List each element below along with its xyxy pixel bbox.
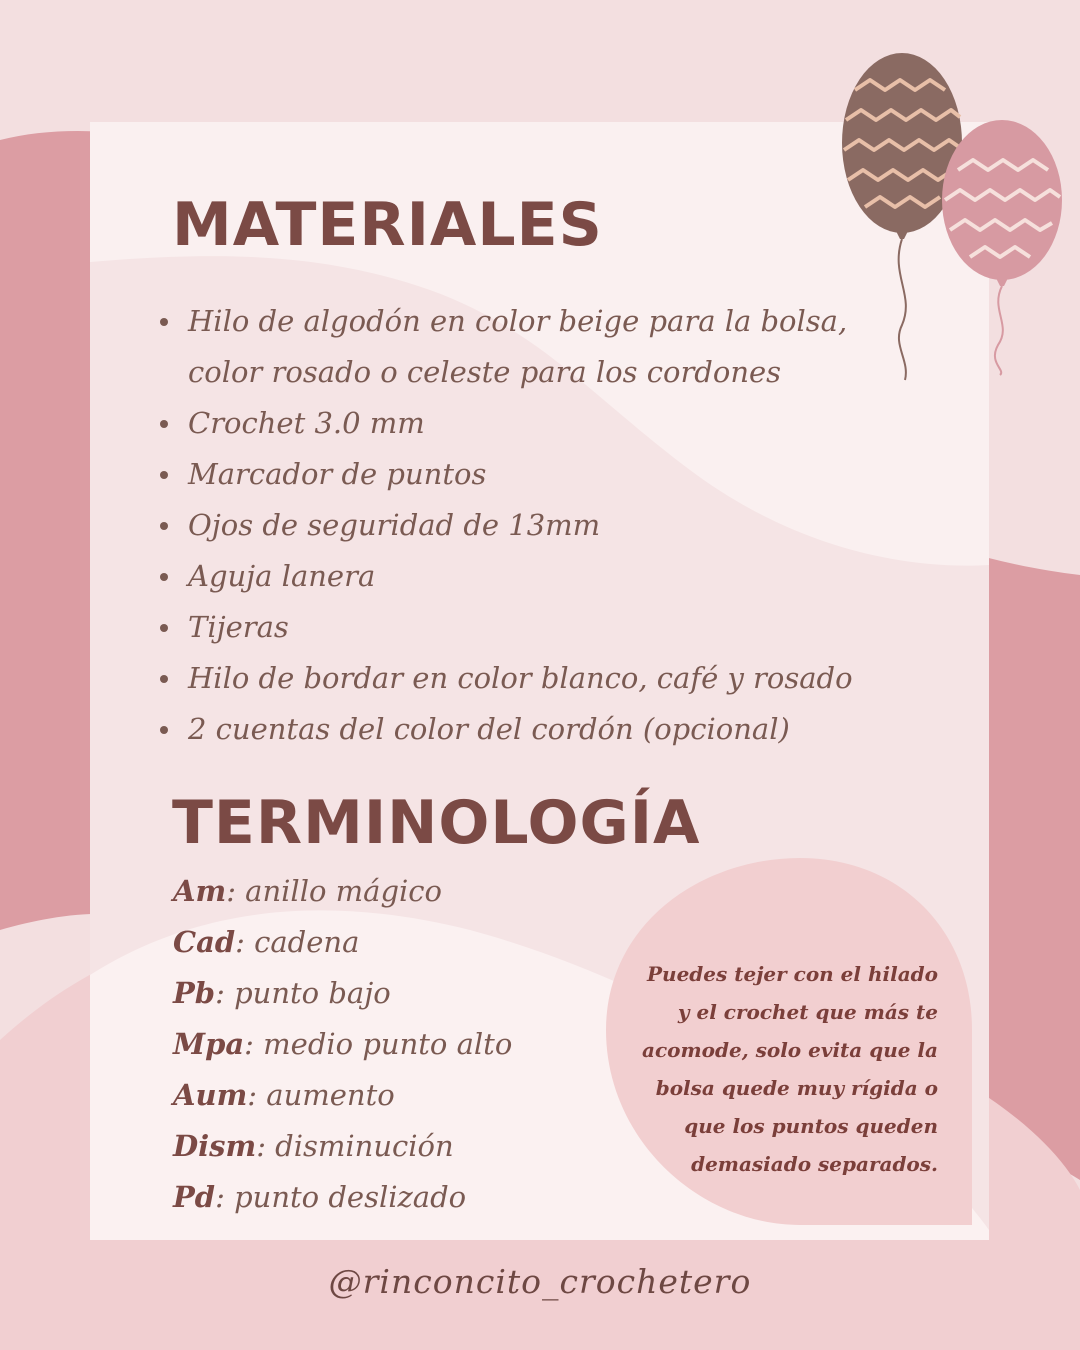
term-row — [173, 968, 613, 1019]
term-separator: : — [215, 1180, 225, 1214]
terminology-title: TERMINOLOGÍA — [172, 788, 701, 858]
term-separator: : — [244, 1027, 254, 1061]
term-key: Mpa — [173, 1027, 245, 1061]
materials-list — [160, 296, 900, 755]
list-item: Ojos de seguridad de 13mm — [160, 500, 900, 551]
term-value: punto deslizado — [224, 1180, 467, 1214]
term-separator: : — [215, 976, 225, 1010]
term-value: anillo mágico — [235, 874, 442, 908]
list-item: 2 cuentas del color del cordón (opcional) — [160, 704, 900, 755]
term-key: Pd — [173, 1180, 216, 1214]
list-item: Hilo de algodón en color beige para la bolsa, color rosado o celeste para los cordones — [160, 296, 900, 398]
list-item: Crochet 3.0 mm — [160, 398, 900, 449]
term-value: medio punto alto — [253, 1027, 513, 1061]
note-line: bolsa quede muy rígida o — [655, 1076, 938, 1100]
pink-egg-balloon-icon — [942, 120, 1062, 375]
term-separator: : — [247, 1078, 258, 1112]
term-row — [173, 866, 613, 917]
terminology-list — [173, 866, 613, 1223]
list-item: Hilo de bordar en color blanco, café y rosado — [160, 653, 900, 704]
list-item: Aguja lanera — [160, 551, 900, 602]
materials-title: MATERIALES — [172, 190, 603, 260]
term-separator: : — [256, 1129, 266, 1163]
term-row — [173, 1070, 613, 1121]
term-key: Dism — [173, 1129, 257, 1163]
note-line: acomode, solo evita que la — [642, 1038, 938, 1062]
term-key: Pb — [173, 976, 216, 1010]
list-item: Tijeras — [160, 602, 900, 653]
term-row — [173, 1121, 613, 1172]
term-separator: : — [235, 925, 245, 959]
note-line: que los puntos queden — [684, 1114, 938, 1138]
term-row — [173, 1172, 613, 1223]
term-key: Am — [173, 874, 227, 908]
term-row — [173, 917, 613, 968]
term-value: punto bajo — [224, 976, 391, 1010]
term-separator: : — [226, 874, 236, 908]
term-row — [173, 1019, 613, 1070]
tip-note — [628, 955, 938, 1183]
note-line: y el crochet que más te — [677, 1000, 938, 1024]
note-line: demasiado separados. — [691, 1152, 938, 1176]
term-key: Cad — [173, 925, 236, 959]
list-item: Marcador de puntos — [160, 449, 900, 500]
note-line: Puedes tejer con el hilado — [647, 962, 938, 986]
term-value: aumento — [257, 1078, 395, 1112]
social-handle: @rinconcito_crochetero — [328, 1262, 752, 1301]
term-value: cadena — [244, 925, 360, 959]
term-value: disminución — [265, 1129, 454, 1163]
term-key: Aum — [173, 1078, 248, 1112]
